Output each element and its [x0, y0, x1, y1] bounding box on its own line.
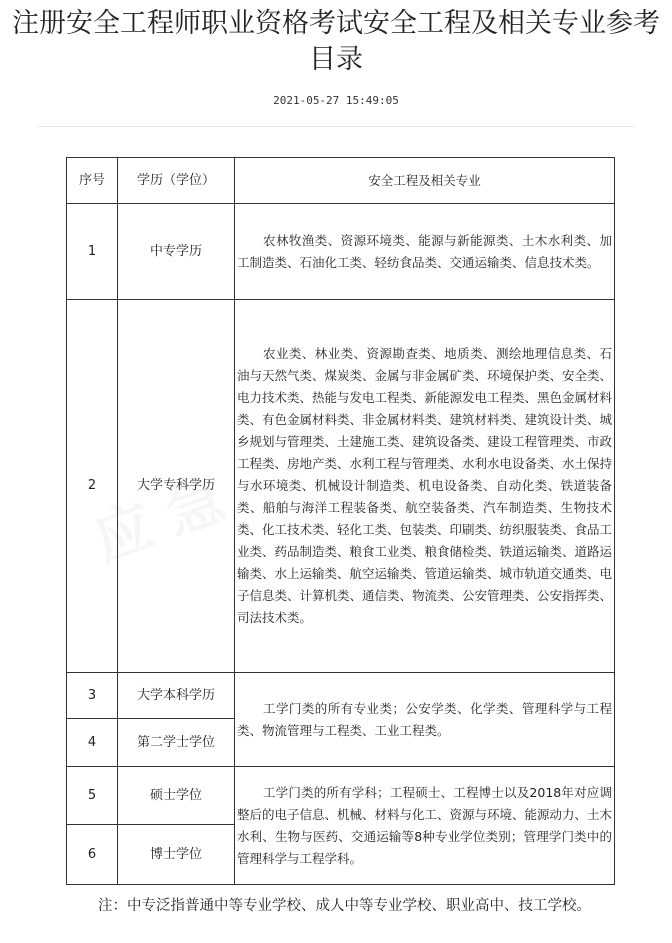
row-no: 6 [67, 825, 118, 885]
publish-date: 2021-05-27 15:49:05 [273, 94, 399, 107]
table-row [67, 673, 615, 719]
row-degree: 大学本科学历 [118, 673, 235, 719]
divider [38, 126, 634, 127]
major-table [66, 157, 615, 885]
row-degree: 博士学位 [118, 825, 235, 885]
header-no: 序号 [67, 158, 118, 204]
row-no: 2 [67, 300, 118, 673]
row-majors-group-56: 工学门类的所有学科；工程硕士、工程博士以及2018年对应调整后的电子信息、机械、材料与化工、资源与环境、能源动力、土木水利、生物与医药、交通运输等8种专业学位类别；管理学门类中的管理科学与工程学科。 [235, 767, 615, 885]
row-majors-group-34: 工学门类的所有专业类；公安学类、化学类、管理科学与工程类、物流管理与工程类、工业工程类。 [235, 673, 615, 767]
table-row [67, 767, 615, 825]
page-title: 注册安全工程师职业资格考试安全工程及相关专业参考目录 [12, 8, 660, 75]
table-row [67, 204, 615, 300]
row-degree: 中专学历 [118, 204, 235, 300]
row-degree: 第二学士学位 [118, 719, 235, 767]
row-degree: 大学专科学历 [118, 300, 235, 673]
table-header-row [67, 158, 615, 204]
row-no: 3 [67, 673, 118, 719]
row-majors: 农林牧渔类、资源环境类、能源与新能源类、土木水利类、加工制造类、石油化工类、轻纺食品类、交通运输类、信息技术类。 [235, 204, 615, 300]
footnote: 注：中专泛指普通中等专业学校、成人中等专业学校、职业高中、技工学校。 [98, 898, 591, 914]
row-no: 4 [67, 719, 118, 767]
row-degree: 硕士学位 [118, 767, 235, 825]
row-no: 1 [67, 204, 118, 300]
header-degree: 学历（学位） [118, 158, 235, 204]
table-row [67, 300, 615, 673]
row-majors: 农业类、林业类、资源勘查类、地质类、测绘地理信息类、石油与天然气类、煤炭类、金属与非金属矿类、环境保护类、安全类、电力技术类、热能与发电工程类、新能源发电工程类、黑色金属材料类、有色金属材料类、非金属材料类、建筑材料类、建筑设计类、城乡规划与管理类、土建施工类、建筑设备类、建设工程管理类、市政工程类、房地产类、水利工程与管理类、水利水电设备类、水土保持与水环境类、机械设计制造类、机电设备类、自动化类、铁道装备类、船舶与海洋工程装备类、航空装备类、汽车制造类、生物技术类、化工技术类、轻化工类、包装类、印刷类、纺织服装类、食品工业类、药品制造类、粮食工业类、粮食储检类、铁道运输类、道路运输类、水上运输类、航空运输类、管道运输类、城市轨道交通类、电子信息类、计算机类、通信类、物流类、公安管理类、公安指挥类、司法技术类。 [235, 300, 615, 673]
header-majors: 安全工程及相关专业 [235, 158, 615, 204]
row-no: 5 [67, 767, 118, 825]
